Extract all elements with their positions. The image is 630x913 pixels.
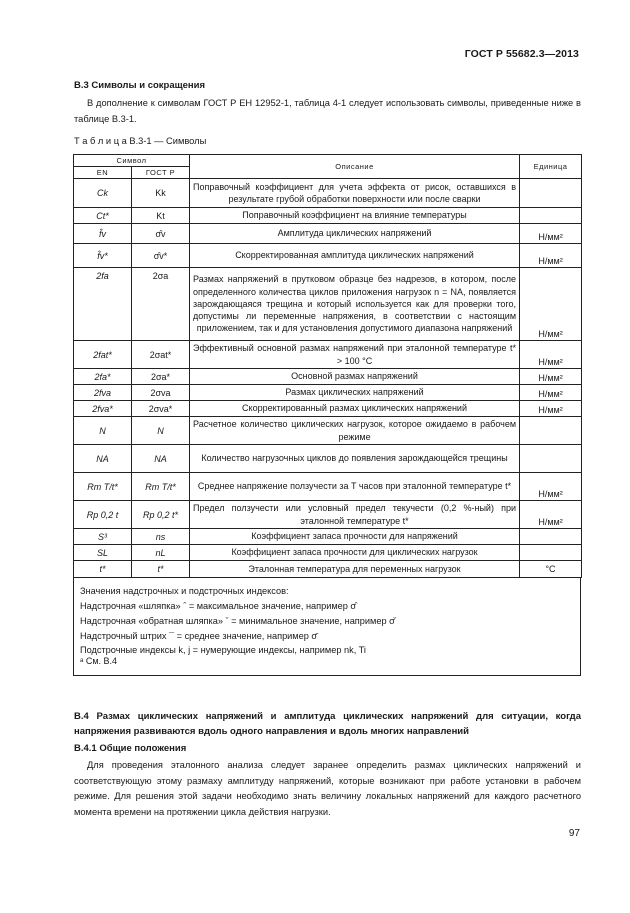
notes-intro: Значения надстрочных и подстрочных индексов:: [80, 586, 289, 596]
section-b4-1-title: В.4.1 Общие положения: [74, 743, 187, 754]
notes-check: Надстрочная «обратная шляпка» ˇ = минимальное значение, например σ̌: [80, 616, 395, 626]
symbol-en: N: [74, 417, 132, 445]
table-row: [74, 341, 582, 369]
symbol-unit: Н/мм²: [520, 501, 582, 529]
table-row: [74, 385, 582, 401]
table-row: [74, 561, 582, 578]
symbol-gost: 2σva*: [132, 401, 190, 417]
table-notes: [73, 578, 581, 676]
table-caption: Т а б л и ц а В.3-1 — Символы: [74, 136, 207, 146]
col-symbol-header: Символ: [74, 155, 190, 167]
symbol-unit: Н/мм²: [520, 473, 582, 501]
symbol-description: Размах напряжений в прутковом образце без надрезов, в котором, после определенного количества циклов приложения нагрузок n = NA, появляется зарождающаяся трещина и который используется как для проверки того, допустимы ли переменные напряжения, в соответствии с настоящим приложением, так и для установления допустимого диапазона напряжений: [190, 268, 520, 341]
table-row: [74, 501, 582, 529]
symbol-unit: [520, 417, 582, 445]
section-b4-title: В.4 Размах циклических напряжений и амплитуда циклических напряжений для ситуации, когда напряжения развиваются вдоль одного направления и вдоль многих направлений: [74, 711, 581, 737]
table-row: [74, 545, 582, 561]
symbol-gost: 2σva: [132, 385, 190, 401]
symbol-unit: [520, 529, 582, 545]
section-b4-1-body: Для проведения эталонного анализа следует заранее определить размах циклических напряжений и соответствующую этому размаху амплитуду напряжений, которые возникают при работе установки в рабочем режиме. Для решения этой задачи необходимо знать величину локальных напряжений для каждого расчетного момента времени на протяжении цикла действия нагрузки.: [74, 760, 581, 817]
symbol-description: Скорректированная амплитуда циклических напряжений: [190, 244, 520, 268]
symbol-gost: ns: [132, 529, 190, 545]
symbol-gost: nL: [132, 545, 190, 561]
notes-hat: Надстрочная «шляпка» ˆ = максимальное значение, например σ̂: [80, 601, 357, 611]
symbol-gost: 2σa: [132, 268, 190, 341]
symbol-gost: Rp 0,2 t*: [132, 501, 190, 529]
symbol-description: Поправочный коэффициент на влияние температуры: [190, 208, 520, 224]
symbol-gost: Rm T/t*: [132, 473, 190, 501]
symbol-description: Расчетное количество циклических нагрузок, которое ожидаемо в рабочем режиме: [190, 417, 520, 445]
symbol-unit: Н/мм²: [520, 224, 582, 244]
symbol-en: 2fat*: [74, 341, 132, 369]
symbol-en: SL: [74, 545, 132, 561]
symbol-gost: 2σat*: [132, 341, 190, 369]
symbol-description: Размах циклических напряжений: [190, 385, 520, 401]
symbol-en: 2fva: [74, 385, 132, 401]
table-row: [74, 179, 582, 208]
symbol-description: Основной размах напряжений: [190, 369, 520, 385]
table-row: [74, 401, 582, 417]
symbol-unit: °С: [520, 561, 582, 578]
col-unit-header: Единица: [520, 155, 582, 179]
symbol-en: 2fa: [74, 268, 132, 341]
table-row: [74, 244, 582, 268]
symbols-table: [73, 154, 582, 578]
symbol-en: Ck: [74, 179, 132, 208]
symbol-gost: 2σa*: [132, 369, 190, 385]
symbol-en: t*: [74, 561, 132, 578]
symbol-gost: σ̂v: [132, 224, 190, 244]
symbol-gost: t*: [132, 561, 190, 578]
notes-footnote: ᵃ См. В.4: [80, 656, 118, 666]
symbol-en: Rp 0,2 t: [74, 501, 132, 529]
symbol-description: Количество нагрузочных циклов до появления зарождающейся трещины: [190, 445, 520, 473]
table-row: [74, 473, 582, 501]
symbol-unit: Н/мм²: [520, 341, 582, 369]
symbol-gost: Kk: [132, 179, 190, 208]
symbol-gost: Kt: [132, 208, 190, 224]
symbol-unit: Н/мм²: [520, 401, 582, 417]
symbol-gost: σ̂v*: [132, 244, 190, 268]
symbol-unit: Н/мм²: [520, 244, 582, 268]
symbol-en: NA: [74, 445, 132, 473]
table-row: [74, 369, 582, 385]
table-row: [74, 529, 582, 545]
symbol-unit: Н/мм²: [520, 268, 582, 341]
symbol-en: 2fa*: [74, 369, 132, 385]
symbol-description: Предел ползучести или условный предел текучести (0,2 %-ный) при эталонной температуре t*: [190, 501, 520, 529]
symbol-description: Эффективный основной размах напряжений при эталонной температуре t* > 100 °С: [190, 341, 520, 369]
symbol-description: Среднее напряжение ползучести за T часов при эталонной температуре t*: [190, 473, 520, 501]
symbol-description: Эталонная температура для переменных нагрузок: [190, 561, 520, 578]
col-description-header: Описание: [190, 155, 520, 179]
symbol-gost: N: [132, 417, 190, 445]
symbol-en: 2fva*: [74, 401, 132, 417]
col-gost-header: ГОСТ Р: [132, 167, 190, 179]
table-row: [74, 224, 582, 244]
symbol-en: f̂v: [74, 224, 132, 244]
table-row: [74, 268, 582, 341]
symbol-gost: NA: [132, 445, 190, 473]
notes-indices: Подстрочные индексы k, j = нумерующие индексы, например nk, Ti: [80, 645, 366, 655]
symbol-unit: Н/мм²: [520, 369, 582, 385]
table-row: [74, 445, 582, 473]
symbol-description: Поправочный коэффициент для учета эффекта от рисок, оставшихся в результате грубой обработки поверхности или после сварки: [190, 179, 520, 208]
symbol-unit: Н/мм²: [520, 385, 582, 401]
notes-bar: Надстрочный штрих ¯ = среднее значение, например σ̄: [80, 631, 318, 641]
standard-header: ГОСТ Р 55682.3—2013: [464, 48, 579, 60]
table-row: [74, 417, 582, 445]
symbol-description: Скорректированный размах циклических напряжений: [190, 401, 520, 417]
symbol-en: f̂v*: [74, 244, 132, 268]
section-b3-title: В.3 Символы и сокращения: [74, 80, 206, 91]
symbol-description: Коэффициент запаса прочности для циклических нагрузок: [190, 545, 520, 561]
table-row: [74, 208, 582, 224]
section-b3-intro: В дополнение к символам ГОСТ Р ЕН 12952-1, таблица 4-1 следует использовать символы, приведенные ниже в таблице В.3-1.: [74, 98, 581, 124]
symbol-en: Ct*: [74, 208, 132, 224]
page-number: 97: [568, 828, 580, 839]
symbol-description: Коэффициент запаса прочности для напряжений: [190, 529, 520, 545]
symbol-description: Амплитуда циклических напряжений: [190, 224, 520, 244]
col-en-header: EN: [74, 167, 132, 179]
symbol-unit: [520, 179, 582, 208]
symbol-en: S³: [74, 529, 132, 545]
symbol-en: Rm T/t*: [74, 473, 132, 501]
symbol-unit: [520, 545, 582, 561]
symbol-unit: [520, 208, 582, 224]
symbol-unit: [520, 445, 582, 473]
